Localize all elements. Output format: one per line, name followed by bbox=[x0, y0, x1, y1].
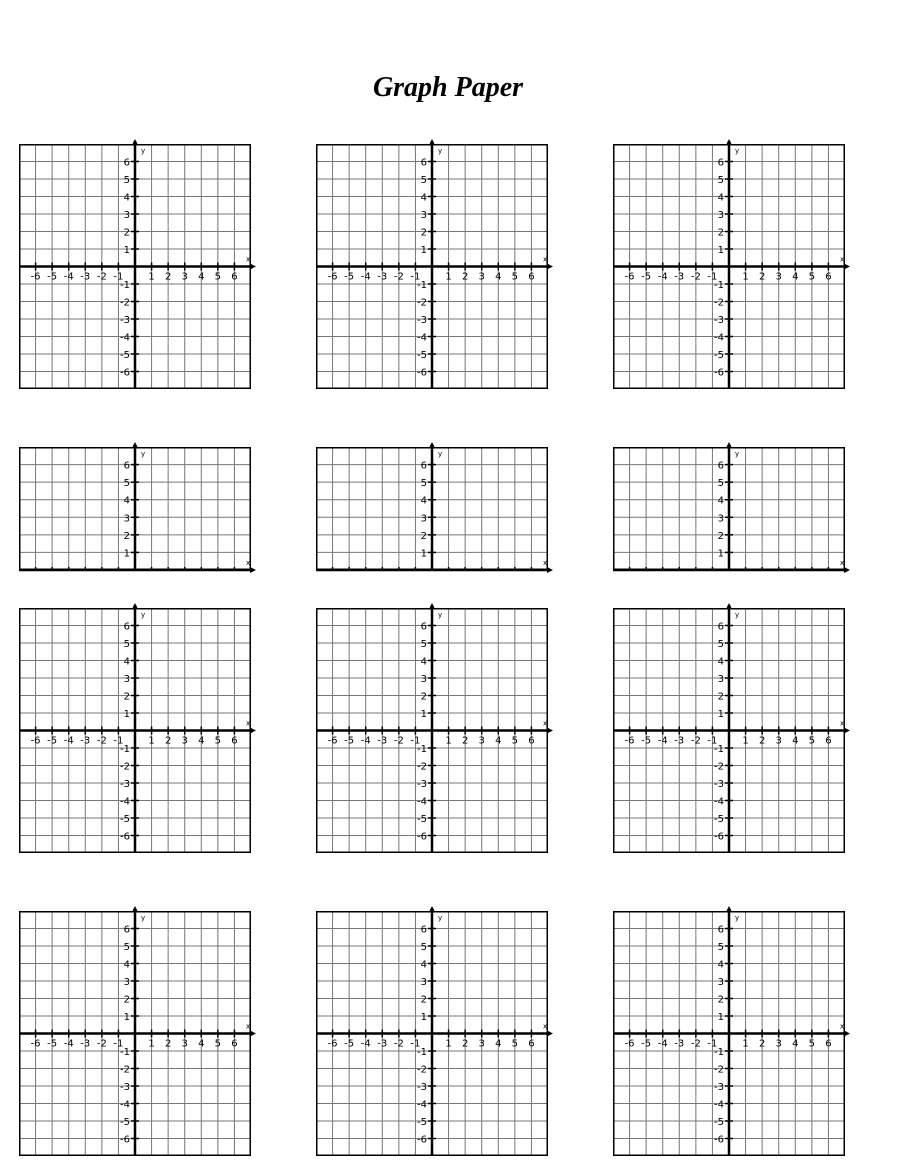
y-tick-label: 6 bbox=[123, 924, 130, 936]
y-tick-label: 5 bbox=[420, 639, 427, 650]
x-tick-label: 1 bbox=[148, 271, 155, 283]
y-tick-label: -6 bbox=[714, 367, 724, 379]
coordinate-grid-row3-col2 bbox=[316, 608, 548, 853]
y-tick-label: 2 bbox=[123, 994, 130, 1006]
x-tick-label: -3 bbox=[80, 1038, 91, 1050]
y-tick-label: 4 bbox=[420, 495, 427, 507]
y-tick-label: 2 bbox=[123, 227, 130, 239]
y-tick-label: -6 bbox=[417, 831, 427, 843]
x-tick-label: -4 bbox=[63, 271, 74, 283]
x-axis-name: x bbox=[840, 1022, 845, 1031]
y-axis-arrow bbox=[726, 139, 732, 145]
coordinate-grid-row1-col1 bbox=[19, 144, 251, 389]
x-tick-label: 4 bbox=[792, 735, 799, 747]
x-tick-label: 3 bbox=[478, 271, 485, 283]
x-tick-label: 5 bbox=[808, 1038, 816, 1050]
y-tick-label: 3 bbox=[717, 513, 724, 525]
x-tick-label: -2 bbox=[96, 271, 107, 283]
x-tick-label: -5 bbox=[344, 271, 355, 283]
x-tick-label: -3 bbox=[377, 271, 388, 283]
y-tick-label: -4 bbox=[120, 332, 130, 344]
y-tick-label: 4 bbox=[717, 656, 724, 668]
y-tick-label: 4 bbox=[420, 656, 427, 668]
y-tick-label: -3 bbox=[417, 1082, 427, 1093]
y-tick-label: -3 bbox=[120, 315, 130, 326]
y-tick-label: -4 bbox=[417, 1099, 427, 1111]
x-tick-label: 4 bbox=[198, 271, 205, 283]
x-axis-name: x bbox=[543, 719, 548, 728]
y-tick-label: 3 bbox=[123, 513, 130, 525]
y-tick-label: -2 bbox=[120, 1064, 130, 1076]
x-tick-label: -1 bbox=[113, 735, 124, 747]
x-tick-label: 6 bbox=[528, 735, 535, 747]
x-tick-label: -1 bbox=[707, 1038, 718, 1050]
y-tick-label: -2 bbox=[417, 297, 427, 309]
y-tick-label: 6 bbox=[420, 460, 427, 472]
y-tick-label: -2 bbox=[417, 1064, 427, 1076]
y-tick-label: -1 bbox=[417, 1047, 427, 1058]
x-axis-arrow bbox=[844, 728, 850, 734]
coordinate-grid-row3-col1 bbox=[19, 608, 251, 853]
y-tick-label: 3 bbox=[717, 674, 724, 685]
x-tick-label: 4 bbox=[198, 735, 205, 747]
y-axis-name: y bbox=[735, 611, 740, 619]
x-tick-label: 6 bbox=[825, 1038, 832, 1050]
y-tick-label: -4 bbox=[120, 1099, 130, 1111]
y-tick-label: -3 bbox=[714, 315, 724, 326]
y-tick-label: 3 bbox=[420, 513, 427, 525]
y-tick-label: 2 bbox=[717, 994, 724, 1006]
y-tick-label: 4 bbox=[420, 959, 427, 971]
y-tick-label: -1 bbox=[714, 744, 724, 755]
y-tick-label: 6 bbox=[717, 460, 724, 472]
y-tick-label: 1 bbox=[420, 548, 427, 560]
y-tick-label: -2 bbox=[120, 761, 130, 773]
y-tick-label: 6 bbox=[123, 621, 130, 633]
x-tick-label: 1 bbox=[742, 1038, 749, 1050]
y-tick-label: 4 bbox=[123, 656, 130, 668]
x-tick-label: 4 bbox=[792, 1038, 799, 1050]
y-axis-arrow bbox=[726, 906, 732, 912]
x-axis-arrow bbox=[547, 264, 553, 270]
y-tick-label: -2 bbox=[714, 761, 724, 773]
x-axis-name: x bbox=[246, 719, 251, 728]
y-tick-label: -6 bbox=[714, 831, 724, 843]
y-tick-label: -6 bbox=[417, 1134, 427, 1146]
x-tick-label: 5 bbox=[808, 735, 816, 747]
x-tick-label: 2 bbox=[164, 271, 172, 283]
x-axis-arrow bbox=[250, 728, 256, 734]
y-tick-label: -2 bbox=[714, 1064, 724, 1076]
x-axis-name: x bbox=[543, 1022, 548, 1031]
y-axis-name: y bbox=[141, 611, 146, 619]
x-tick-label: 5 bbox=[214, 735, 222, 747]
y-tick-label: -5 bbox=[120, 1117, 130, 1128]
y-tick-label: 6 bbox=[123, 157, 130, 169]
x-axis-name: x bbox=[246, 1022, 251, 1031]
x-tick-label: 6 bbox=[528, 1038, 535, 1050]
x-tick-label: -4 bbox=[657, 735, 668, 747]
y-axis-name: y bbox=[141, 450, 146, 458]
y-axis-arrow bbox=[429, 603, 435, 609]
x-axis-arrow bbox=[250, 567, 256, 573]
x-tick-label: 3 bbox=[181, 1038, 188, 1050]
x-tick-label: 6 bbox=[825, 735, 832, 747]
y-tick-label: 2 bbox=[123, 691, 130, 703]
y-tick-label: -1 bbox=[417, 744, 427, 755]
y-axis-arrow bbox=[429, 442, 435, 448]
y-tick-label: 4 bbox=[123, 959, 130, 971]
x-tick-label: -2 bbox=[393, 1038, 404, 1050]
x-tick-label: 2 bbox=[164, 735, 172, 747]
x-axis-name: x bbox=[246, 559, 251, 567]
x-axis-arrow bbox=[547, 567, 553, 573]
x-tick-label: -2 bbox=[690, 1038, 701, 1050]
y-tick-label: -3 bbox=[417, 779, 427, 790]
x-axis-name: x bbox=[246, 255, 251, 264]
x-tick-label: 1 bbox=[742, 271, 749, 283]
y-tick-label: -3 bbox=[417, 315, 427, 326]
y-tick-label: -5 bbox=[120, 814, 130, 825]
y-tick-label: -5 bbox=[417, 1117, 427, 1128]
x-tick-label: 2 bbox=[758, 271, 766, 283]
y-tick-label: -5 bbox=[417, 350, 427, 361]
y-tick-label: 6 bbox=[420, 621, 427, 633]
x-tick-label: -5 bbox=[641, 735, 652, 747]
y-axis-arrow bbox=[726, 603, 732, 609]
y-tick-label: 5 bbox=[420, 175, 427, 186]
coordinate-grid-row1-col2 bbox=[316, 144, 548, 389]
x-tick-label: -1 bbox=[113, 271, 124, 283]
x-tick-label: 1 bbox=[445, 1038, 452, 1050]
x-tick-label: -2 bbox=[96, 1038, 107, 1050]
x-tick-label: 5 bbox=[808, 271, 816, 283]
y-tick-label: 2 bbox=[123, 530, 130, 542]
y-tick-label: 1 bbox=[717, 709, 724, 720]
y-tick-label: 1 bbox=[420, 245, 427, 256]
x-tick-label: 1 bbox=[148, 1038, 155, 1050]
x-axis-name: x bbox=[840, 559, 845, 567]
x-tick-label: -4 bbox=[360, 271, 371, 283]
y-tick-label: 6 bbox=[420, 924, 427, 936]
x-tick-label: 3 bbox=[478, 1038, 485, 1050]
y-tick-label: 6 bbox=[123, 460, 130, 472]
y-tick-label: 5 bbox=[420, 478, 427, 490]
x-tick-label: -2 bbox=[393, 271, 404, 283]
coordinate-grid-row4-col2 bbox=[316, 911, 548, 1156]
x-tick-label: -6 bbox=[30, 1038, 41, 1050]
x-tick-label: 6 bbox=[231, 271, 238, 283]
y-tick-label: -2 bbox=[714, 297, 724, 309]
coordinate-grid-row2-col1 bbox=[19, 447, 251, 570]
x-tick-label: -4 bbox=[360, 735, 371, 747]
x-tick-label: 3 bbox=[181, 271, 188, 283]
y-tick-label: -3 bbox=[120, 779, 130, 790]
y-axis-arrow bbox=[429, 906, 435, 912]
y-tick-label: 3 bbox=[420, 210, 427, 221]
y-tick-label: -1 bbox=[714, 280, 724, 291]
x-tick-label: -1 bbox=[410, 735, 421, 747]
y-tick-label: -6 bbox=[417, 367, 427, 379]
x-tick-label: -5 bbox=[47, 1038, 58, 1050]
x-axis-arrow bbox=[250, 1031, 256, 1037]
x-tick-label: 2 bbox=[758, 735, 766, 747]
page-title: Graph Paper bbox=[372, 72, 524, 103]
x-tick-label: -2 bbox=[690, 271, 701, 283]
x-tick-label: 1 bbox=[742, 735, 749, 747]
x-tick-label: 6 bbox=[231, 735, 238, 747]
y-axis-name: y bbox=[438, 147, 443, 155]
y-tick-label: -4 bbox=[120, 796, 130, 808]
y-tick-label: 3 bbox=[123, 210, 130, 221]
y-tick-label: -1 bbox=[417, 280, 427, 291]
x-tick-label: -5 bbox=[344, 1038, 355, 1050]
y-tick-label: 5 bbox=[123, 942, 130, 953]
x-tick-label: -6 bbox=[30, 271, 41, 283]
x-tick-label: -3 bbox=[377, 735, 388, 747]
x-tick-label: -5 bbox=[641, 1038, 652, 1050]
y-tick-label: -4 bbox=[417, 796, 427, 808]
y-tick-label: 1 bbox=[123, 548, 130, 560]
y-tick-label: 1 bbox=[717, 245, 724, 256]
y-tick-label: -5 bbox=[417, 814, 427, 825]
y-axis-name: y bbox=[141, 147, 146, 155]
y-tick-label: 4 bbox=[420, 192, 427, 204]
x-tick-label: -1 bbox=[410, 271, 421, 283]
y-tick-label: 6 bbox=[717, 924, 724, 936]
y-tick-label: 1 bbox=[717, 548, 724, 560]
x-tick-label: -6 bbox=[327, 271, 338, 283]
x-axis-arrow bbox=[844, 1031, 850, 1037]
x-tick-label: -1 bbox=[113, 1038, 124, 1050]
x-tick-label: 3 bbox=[775, 271, 782, 283]
y-tick-label: 5 bbox=[123, 175, 130, 186]
y-axis-arrow bbox=[132, 442, 138, 448]
x-tick-label: -3 bbox=[674, 735, 685, 747]
y-tick-label: 4 bbox=[123, 192, 130, 204]
x-tick-label: 1 bbox=[445, 271, 452, 283]
x-tick-label: 6 bbox=[231, 1038, 238, 1050]
y-tick-label: -1 bbox=[120, 1047, 130, 1058]
x-tick-label: -2 bbox=[690, 735, 701, 747]
y-tick-label: 5 bbox=[717, 942, 724, 953]
y-tick-label: -5 bbox=[714, 1117, 724, 1128]
x-tick-label: 3 bbox=[478, 735, 485, 747]
y-tick-label: 3 bbox=[123, 674, 130, 685]
y-axis-name: y bbox=[438, 914, 443, 922]
y-tick-label: 2 bbox=[420, 530, 427, 542]
x-tick-label: -2 bbox=[96, 735, 107, 747]
x-tick-label: -4 bbox=[657, 1038, 668, 1050]
y-tick-label: 1 bbox=[123, 709, 130, 720]
y-tick-label: 3 bbox=[717, 977, 724, 988]
y-tick-label: 2 bbox=[717, 530, 724, 542]
x-tick-label: 5 bbox=[511, 735, 519, 747]
x-tick-label: 3 bbox=[775, 1038, 782, 1050]
x-tick-label: -5 bbox=[344, 735, 355, 747]
x-tick-label: -3 bbox=[674, 1038, 685, 1050]
y-tick-label: 2 bbox=[717, 691, 724, 703]
y-tick-label: 6 bbox=[717, 621, 724, 633]
y-tick-label: -4 bbox=[714, 796, 724, 808]
y-tick-label: -4 bbox=[714, 1099, 724, 1111]
y-axis-name: y bbox=[735, 147, 740, 155]
y-axis-name: y bbox=[438, 611, 443, 619]
y-tick-label: 5 bbox=[123, 639, 130, 650]
y-tick-label: 3 bbox=[123, 977, 130, 988]
y-tick-label: -3 bbox=[714, 779, 724, 790]
y-tick-label: 4 bbox=[717, 192, 724, 204]
y-tick-label: 1 bbox=[717, 1012, 724, 1023]
x-axis-arrow bbox=[844, 264, 850, 270]
x-tick-label: 4 bbox=[198, 1038, 205, 1050]
x-tick-label: -3 bbox=[377, 1038, 388, 1050]
x-tick-label: -5 bbox=[641, 271, 652, 283]
x-axis-name: x bbox=[840, 719, 845, 728]
y-tick-label: -1 bbox=[120, 744, 130, 755]
x-tick-label: 5 bbox=[511, 271, 519, 283]
x-tick-label: 2 bbox=[461, 1038, 469, 1050]
y-tick-label: 2 bbox=[717, 227, 724, 239]
x-axis-name: x bbox=[543, 255, 548, 264]
x-tick-label: 4 bbox=[495, 271, 502, 283]
x-tick-label: 1 bbox=[445, 735, 452, 747]
y-tick-label: 5 bbox=[717, 639, 724, 650]
y-axis-name: y bbox=[735, 450, 740, 458]
x-tick-label: -4 bbox=[360, 1038, 371, 1050]
y-tick-label: -1 bbox=[714, 1047, 724, 1058]
x-tick-label: 3 bbox=[181, 735, 188, 747]
y-tick-label: 5 bbox=[123, 478, 130, 490]
y-tick-label: 2 bbox=[420, 994, 427, 1006]
x-tick-label: -6 bbox=[624, 271, 635, 283]
y-tick-label: 5 bbox=[420, 942, 427, 953]
x-tick-label: 2 bbox=[164, 1038, 172, 1050]
x-tick-label: -6 bbox=[327, 735, 338, 747]
x-tick-label: 5 bbox=[214, 271, 222, 283]
coordinate-grid-row4-col1 bbox=[19, 911, 251, 1156]
y-tick-label: -3 bbox=[120, 1082, 130, 1093]
coordinate-grid-row3-col3 bbox=[613, 608, 845, 853]
x-axis-arrow bbox=[547, 728, 553, 734]
y-tick-label: 3 bbox=[420, 674, 427, 685]
x-tick-label: -6 bbox=[624, 735, 635, 747]
y-axis-name: y bbox=[438, 450, 443, 458]
y-tick-label: -6 bbox=[120, 367, 130, 379]
y-tick-label: 5 bbox=[717, 478, 724, 490]
y-tick-label: 2 bbox=[420, 691, 427, 703]
x-tick-label: -1 bbox=[707, 735, 718, 747]
y-tick-label: -1 bbox=[120, 280, 130, 291]
x-axis-arrow bbox=[844, 567, 850, 573]
x-tick-label: -2 bbox=[393, 735, 404, 747]
coordinate-grid-row1-col3 bbox=[613, 144, 845, 389]
x-tick-label: -4 bbox=[63, 1038, 74, 1050]
coordinate-grid-row2-col3 bbox=[613, 447, 845, 570]
x-tick-label: -1 bbox=[707, 271, 718, 283]
x-tick-label: -3 bbox=[674, 271, 685, 283]
x-tick-label: -6 bbox=[30, 735, 41, 747]
y-tick-label: -3 bbox=[714, 1082, 724, 1093]
x-tick-label: 6 bbox=[528, 271, 535, 283]
y-tick-label: 4 bbox=[717, 959, 724, 971]
coordinate-grid-row4-col3 bbox=[613, 911, 845, 1156]
y-tick-label: -6 bbox=[714, 1134, 724, 1146]
y-tick-label: 4 bbox=[123, 495, 130, 507]
x-tick-label: 3 bbox=[775, 735, 782, 747]
y-tick-label: 3 bbox=[420, 977, 427, 988]
y-tick-label: 2 bbox=[420, 227, 427, 239]
x-tick-label: 6 bbox=[825, 271, 832, 283]
y-tick-label: -4 bbox=[417, 332, 427, 344]
y-tick-label: 6 bbox=[717, 157, 724, 169]
x-tick-label: 2 bbox=[461, 271, 469, 283]
x-tick-label: -4 bbox=[657, 271, 668, 283]
y-tick-label: -2 bbox=[120, 297, 130, 309]
x-tick-label: 1 bbox=[148, 735, 155, 747]
y-tick-label: 1 bbox=[123, 1012, 130, 1023]
y-tick-label: 5 bbox=[717, 175, 724, 186]
x-axis-name: x bbox=[543, 559, 548, 567]
y-tick-label: -5 bbox=[714, 814, 724, 825]
y-tick-label: -6 bbox=[120, 831, 130, 843]
y-axis-name: y bbox=[141, 914, 146, 922]
x-tick-label: 2 bbox=[461, 735, 469, 747]
y-axis-arrow bbox=[726, 442, 732, 448]
y-tick-label: 1 bbox=[420, 1012, 427, 1023]
y-tick-label: -4 bbox=[714, 332, 724, 344]
y-tick-label: -6 bbox=[120, 1134, 130, 1146]
x-axis-name: x bbox=[840, 255, 845, 264]
x-tick-label: 2 bbox=[758, 1038, 766, 1050]
x-tick-label: -5 bbox=[47, 735, 58, 747]
y-tick-label: 3 bbox=[717, 210, 724, 221]
y-tick-label: -5 bbox=[120, 350, 130, 361]
x-tick-label: -4 bbox=[63, 735, 74, 747]
y-tick-label: -5 bbox=[714, 350, 724, 361]
y-tick-label: 1 bbox=[123, 245, 130, 256]
x-tick-label: 5 bbox=[511, 1038, 519, 1050]
y-axis-arrow bbox=[132, 906, 138, 912]
y-tick-label: 4 bbox=[717, 495, 724, 507]
x-tick-label: -6 bbox=[327, 1038, 338, 1050]
x-tick-label: 4 bbox=[495, 1038, 502, 1050]
x-tick-label: -3 bbox=[80, 271, 91, 283]
x-tick-label: 4 bbox=[495, 735, 502, 747]
y-tick-label: 1 bbox=[420, 709, 427, 720]
x-tick-label: -3 bbox=[80, 735, 91, 747]
x-tick-label: -5 bbox=[47, 271, 58, 283]
x-tick-label: -1 bbox=[410, 1038, 421, 1050]
coordinate-grid-row2-col2 bbox=[316, 447, 548, 570]
y-tick-label: -2 bbox=[417, 761, 427, 773]
y-tick-label: 6 bbox=[420, 157, 427, 169]
x-tick-label: 4 bbox=[792, 271, 799, 283]
x-axis-arrow bbox=[250, 264, 256, 270]
y-axis-name: y bbox=[735, 914, 740, 922]
x-tick-label: 5 bbox=[214, 1038, 222, 1050]
x-axis-arrow bbox=[547, 1031, 553, 1037]
y-axis-arrow bbox=[429, 139, 435, 145]
y-axis-arrow bbox=[132, 603, 138, 609]
y-axis-arrow bbox=[132, 139, 138, 145]
x-tick-label: -6 bbox=[624, 1038, 635, 1050]
